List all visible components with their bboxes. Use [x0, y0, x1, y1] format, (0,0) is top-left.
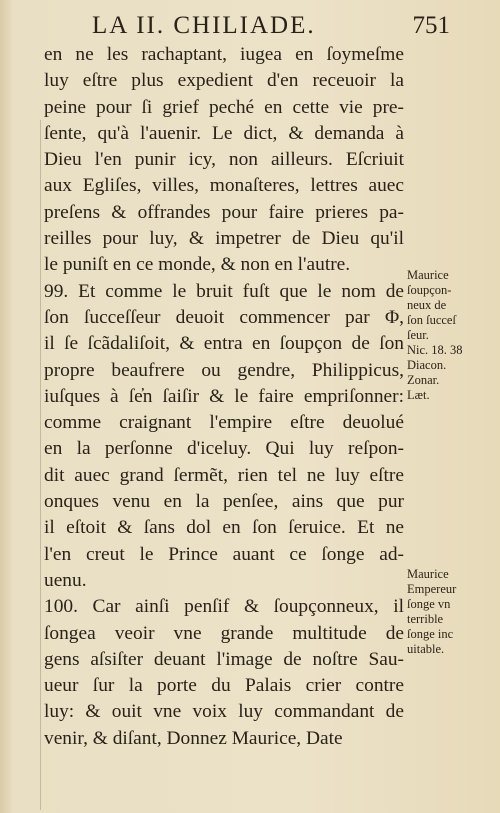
body-line: ſongea veoir vne grande multitude de — [44, 622, 404, 644]
body-line: il ſe ſcãdaliſoit, & entra en ſoupçon de ſon — [44, 333, 404, 355]
body-line: luy eſtre plus expedient d'en receuoir la — [44, 70, 404, 92]
body-line: ueur ſur la porte du Palais crier contre — [44, 675, 404, 697]
margin-note-line: ſonge vn — [407, 597, 451, 611]
body-line: en ne les rachaptant, iugea en ſoymeſme — [44, 44, 404, 65]
body-line: reilles pour luy, & impetrer de Dieu qu'il — [44, 228, 404, 250]
margin-note-line: Maurice — [407, 567, 449, 581]
body-line: ſon ſucceſſeur deuoit commencer par Φ, — [44, 306, 404, 328]
body-line: luy: & ouit vne voix luy commandant de — [44, 701, 404, 723]
margin-note-line: uitable. — [407, 642, 445, 656]
margin-note-line: terrible — [407, 612, 444, 626]
body-line: aux Egliſes, villes, monaſteres, lettres auec — [44, 175, 404, 197]
body-line: dit auec grand ſermẽt, rien tel ne luy eſtre — [44, 464, 404, 486]
margin-note-line: neux de — [407, 298, 447, 312]
margin-note-line: ſon ſucceſ — [407, 313, 456, 327]
margin-note-line: Nic. 18. 38 — [407, 343, 463, 357]
body-line: onques venu en la penſee, ains que pur — [44, 491, 404, 513]
body-line: uenu. — [44, 569, 87, 591]
body-line: en la perſonne d'iceluy. Qui luy reſpon- — [44, 438, 404, 460]
gutter-line — [40, 120, 41, 810]
paragraph-100-start: 100. Car ainſi penſif & ſoupçonneux, il — [44, 596, 404, 618]
body-line: le puniſt en ce monde, & non en l'autre. — [44, 254, 351, 276]
margin-note-line: ſoupçon- — [407, 283, 452, 297]
body-line: preſens & offrandes pour faire prieres pa- — [44, 201, 404, 223]
margin-note-99 — [407, 268, 497, 403]
margin-note-line: Empereur — [407, 582, 457, 596]
body-line: venir, & diſant, Donnez Maurice, Date — [44, 727, 343, 749]
margin-note-line: ſeur. — [407, 328, 429, 342]
margin-note-line: Maurice — [407, 268, 449, 282]
body-line: iuſques à ſe̓n ſaiſir & le faire empriſonner: — [44, 385, 404, 407]
body-line: Dieu l'en punir icy, non ailleurs. Eſcriuit — [44, 149, 404, 171]
body-line: gens aſsiſter deuant l'image de noſtre Sau- — [44, 648, 404, 670]
page-number: 751 — [412, 12, 450, 39]
body-line: il eſtoit & ſans dol en ſon ſeruice. Et ne — [44, 517, 404, 539]
body-line: comme craignant l'empire eſtre deuolué — [44, 412, 404, 434]
margin-note-line: Diacon. — [407, 358, 447, 372]
body-line: l'en creut le Prince auant ce ſonge ad- — [44, 543, 404, 565]
running-title: LA II. CHILIADE. — [92, 12, 316, 39]
margin-note-100 — [407, 567, 497, 657]
margin-note-line: ſonge inc — [407, 627, 454, 641]
margin-note-line: Zonar. — [407, 373, 440, 387]
paragraph-99-start: 99. Et comme le bruit fuſt que le nom de — [44, 280, 404, 302]
body-text — [44, 42, 404, 752]
running-header — [70, 12, 450, 42]
margin-note-line: Læt. — [407, 388, 430, 402]
body-line: peine pour ſi grief peché en cette vie pre- — [44, 96, 404, 118]
body-line: ſente, qu'à l'auenir. Le dict, & demanda à — [44, 122, 404, 144]
body-line: propre beaufrere ou gendre, Philippicus, — [44, 359, 404, 381]
